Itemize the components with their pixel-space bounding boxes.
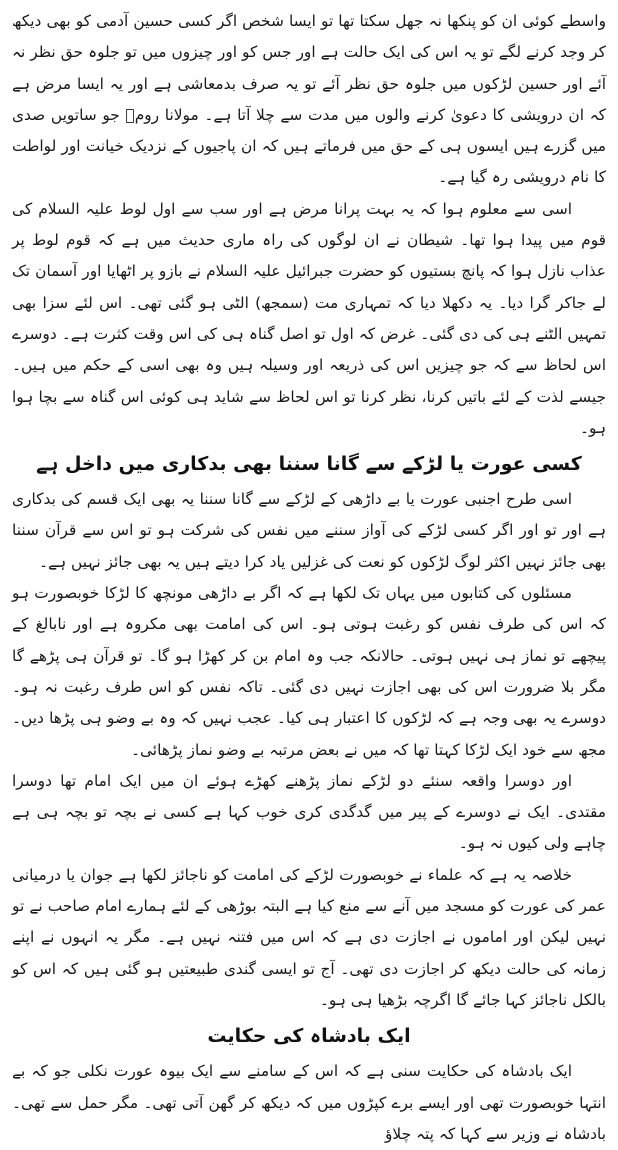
paragraph-qaum-e-lut: اسی سے معلوم ہوا کہ یہ بہت پرانا مرض ہے اور سب سے اول لوط علیہ السلام کی قوم میں پیدا ہوا تھا۔ شیطان نے ان لوگوں کی راہ ماری حدیث میں ہے کہ قوم لوط پر عذاب نازل ہوا کہ پانچ بستیوں کو حضرت جبرائیل علیہ السلام نے بازو پر اٹھایا اور آسمان تک لے جاکر گرا دیا۔ یہ دکھلا دیا کہ تمہاری مت (سمجھ) الٹی ہو گئی تھی۔ اس لئے سزا بھی تمہیں الٹنے ہی کی دی گئی۔ غرض کہ اول تو اصل گناہ ہی کی اس وقت کثرت ہے۔ دوسرے اس لحاظ سے کہ جو چیزیں اس کی ذریعہ اور وسیلہ ہیں وہ بھی اسی کے حکم میں ہیں۔ جیسے لذت کے لئے باتیں کرنا، نظر کرنا تو اس لحاظ سے شاید ہی کوئی اس گناہ سے بچا ہوا ہو۔: [12, 199, 606, 437]
paragraph-masail-imamat: مسئلوں کی کتابوں میں یہاں تک لکھا ہے کہ اگر بے داڑھی مونچھ کا لڑکا خوبصورت ہو کہ اس کی طرف نفس کو رغبت ہوتی ہو۔ اس کی امامت بھی مکروہ ہے اور نابالغ کے پیچھے تو نماز ہی نہیں ہوتی۔ حالانکہ جب وہ امام بن کر کھڑا ہو گا۔ تو قرآن ہی پڑھے گا مگر بلا ضرورت اس کی بھی اجازت نہیں دی گئی۔ تاکہ نفس کو اس طرف رغبت نہ ہو۔ دوسرے یہ بھی وجہ ہے کہ لڑکوں کا اعتبار ہی کیا۔ عجب نہیں کہ وہ بے وضو ہی پڑھا دیں۔ مجھ سے خود ایک لڑکا کہتا تھا کہ میں نے بعض مرتبہ بے وضو نماز پڑھائی۔: [12, 584, 606, 759]
section-heading-gana-sunna: کسی عورت یا لڑکے سے گانا سننا بھی بدکاری میں داخل ہے: [36, 453, 582, 476]
paragraph-dusra-waqia: اور دوسرا واقعہ سنئے دو لڑکے نماز پڑھنے کھڑے ہوئے ان میں ایک امام تھا دوسرا مقتدی۔ ایک نے دوسرے کے پیر میں گدگدی کری خوب کہا ہے کسی نے بچہ تو بچہ ہی ہے چاہے ولی کیوں نہ ہو۔: [12, 771, 606, 853]
paragraph-gana-sunna: اسی طرح اجنبی عورت یا بے داڑھی کے لڑکے سے گانا سننا یہ بھی ایک قسم کی بدکاری ہے اور تو اور اگر کسی لڑکے کی آواز سننے میں نفس کی شرکت ہو تو اس سے قرآن سننا بھی جائز نہیں اکثر لوگ لڑکوں کو نعت کی غزلیں یاد کرا دیتے ہیں یہ بھی جائز نہیں ہے۔: [12, 490, 606, 571]
paragraph-continuation: واسطے کوئی ان کو پنکھا نہ جھل سکتا تھا تو ایسا شخص اگر کسی حسین آدمی کو بھی دیکھ کر وجد کرنے لگے تو یہ اس کی ایک حالت ہے اور جس کو اور چیزوں میں تو جلوہ حق نظر نہ آئے اور حسین لڑکوں میں جلوہ حق نظر آئے تو یہ صرف بدمعاشی ہے اور یہ ایسا مرض ہے کہ ان درویشی کا دعویٰ کرنے والوں میں مدت سے چلا آتا ہے۔ مولانا رومؒ جو ساتویں صدی میں گزرے ہیں ایسوں ہی کے حق میں فرماتے ہیں کہ ان پاجیوں کے نزدیک خیانت اور لواطت کا نام درویشی رہ گیا ہے۔: [12, 12, 606, 187]
section-heading-badshah-ki-hikayat: ایک بادشاہ کی حکایت: [207, 1025, 411, 1048]
paragraph-hikayat: ایک بادشاہ کی حکایت سنی ہے کہ اس کے سامنے سے ایک بیوہ عورت نکلی جو کہ بے انتہا خوبصورت تھی اور ایسے برے کپڑوں میں کہ دیکھ کر گھن آتی تھی۔ مگر حمل سے تھی۔ بادشاہ نے وزیر سے کہا کہ پتہ چلاؤ: [12, 1062, 606, 1143]
paragraph-khulasa: خلاصہ یہ ہے کہ علماء نے خوبصورت لڑکے کی امامت کو ناجائز لکھا ہے جوان یا درمیانی عمر کی عورت کو مسجد میں آنے سے منع کیا ہے البتہ بوڑھی کے لئے ہمارے امام صاحب نے تو نہیں لیکن اور اماموں نے اجازت دی ہے کہ اس میں فتنہ نہیں ہے۔ مگر یہ انہوں نے اپنے زمانہ کی حالت دیکھ کر اجازت دی تھی۔ آج تو ایسی گندی طبیعتیں ہو گئی ہیں کہ اس کو بالکل ناجائز کہا جائے گا اگرچہ بڑھیا ہی ہو۔: [12, 865, 606, 1009]
